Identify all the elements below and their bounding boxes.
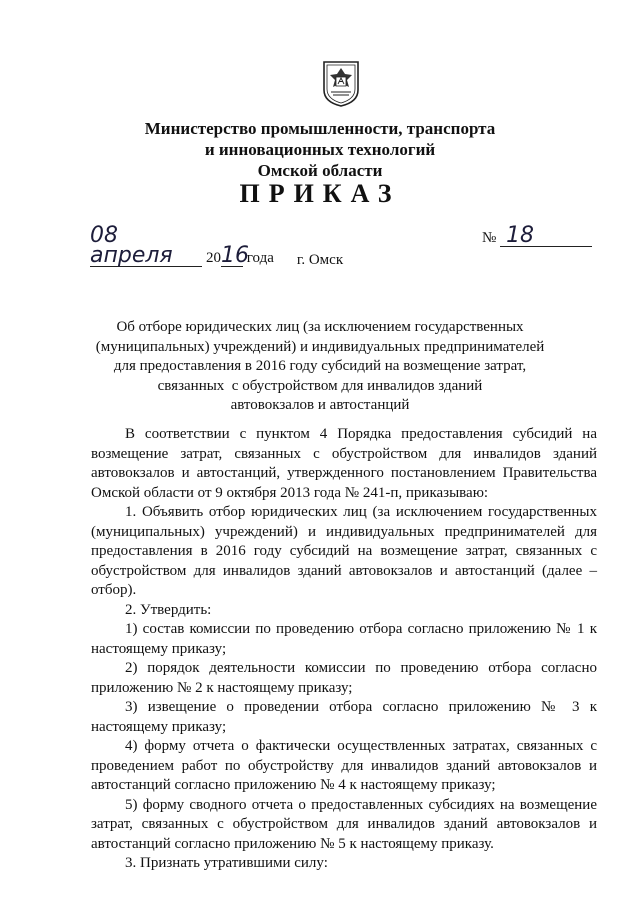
clause-2-paragraph: 2. Утвердить: — [125, 601, 212, 618]
subject-line: (муниципальных) учреждений) и индивидуальных предпринимателей — [95, 338, 545, 355]
clause-2-item-4: 4) форму отчета о фактически осуществленных затратах, связанных с проведением работ по обустройству для инвалидов зданий автовокзалов и автостанций согласно приложению № 4 к настоящему приказу; — [91, 738, 597, 793]
number-value: 18 — [500, 226, 592, 247]
ministry-line: Омской области — [257, 161, 383, 180]
order-body — [91, 425, 597, 874]
clause-2-item-2: 2) порядок деятельности комиссии по проведению отбора согласно приложению № 2 к настоящему приказу; — [91, 660, 597, 696]
subject-line: Об отборе юридических лиц (за исключением государственных — [116, 319, 524, 335]
date-year-prefix: 20 — [206, 250, 221, 266]
subject-line: связанных с обустройством для инвалидов зданий — [157, 377, 483, 394]
ministry-name — [0, 118, 640, 181]
coat-of-arms-emblem — [322, 60, 360, 108]
document-type-title: ПРИКАЗ — [239, 179, 401, 208]
clause-1-paragraph: 1. Объявить отбор юридических лиц (за исключением государственных (муниципальных) учреждений) и индивидуальных предпринимателей для предоставления в 2016 году субсидий на возмещение затрат, связанных с обустройством для инвалидов зданий автовокзалов и автостанций (далее – отбор). — [91, 504, 597, 598]
date-day-month: 08 апреля — [90, 226, 202, 267]
clause-3-paragraph: 3. Признать утратившими силу: — [125, 855, 328, 871]
date-year-word: года — [246, 250, 274, 266]
document-number — [482, 223, 592, 248]
city-line: г. Омск — [296, 252, 344, 268]
number-sign: № — [482, 230, 497, 246]
ministry-line: Министерство промышленности, транспорта — [144, 119, 496, 138]
subject-line: для предоставления в 2016 году субсидий на возмещение затрат, — [113, 358, 527, 374]
ministry-line: и инновационных технологий — [204, 140, 436, 159]
order-subject — [0, 318, 640, 416]
subject-line: автовокзалов и автостанций — [230, 397, 410, 413]
clause-2-item-3: 3) извещение о проведении отбора согласно приложению № 3 к настоящему приказу; — [91, 699, 597, 735]
date-year-suffix: 16 — [221, 243, 249, 268]
clause-2-item-5: 5) форму сводного отчета о предоставленных субсидиях на возмещение затрат, связанных с обустройством для инвалидов зданий автовокзалов и автостанций согласно приложению № 5 к настоящему приказу. — [91, 796, 597, 852]
preamble-paragraph: В соответствии с пунктом 4 Порядка предоставления субсидий на возмещение затрат, связанных с обустройством для инвалидов зданий автовокзалов и автостанций, утвержденного постановлением Правительства Омской области от 9 октября 2013 года № 241-п, приказываю: — [91, 426, 597, 501]
clause-2-item-1: 1) состав комиссии по проведению отбора согласно приложению № 1 к настоящему приказу; — [91, 621, 597, 657]
